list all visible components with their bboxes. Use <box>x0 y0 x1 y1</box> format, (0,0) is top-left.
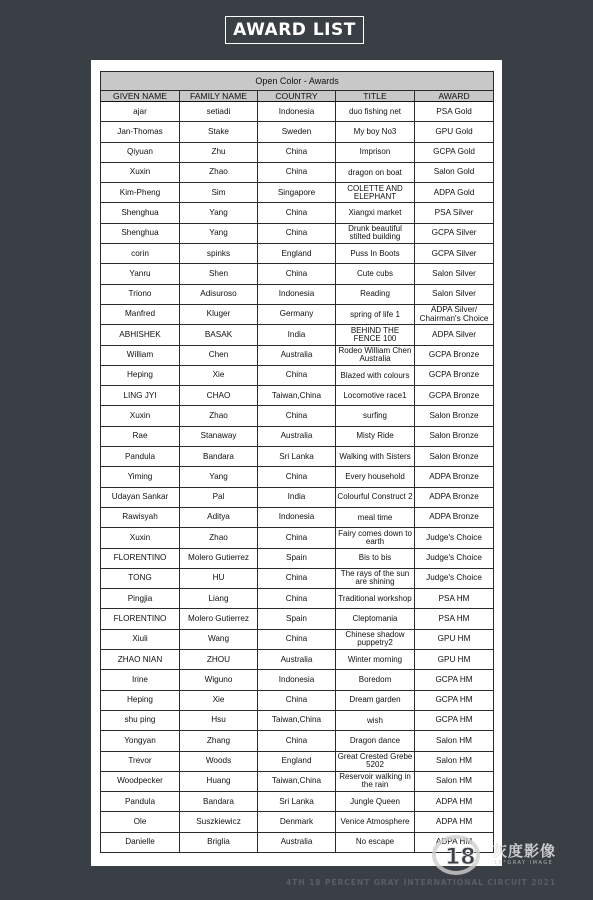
table-row <box>101 771 494 791</box>
cell-given-name: Xuxin <box>101 528 180 548</box>
cell-country: Australia <box>258 345 336 365</box>
column-header-title: TITLE <box>336 91 415 102</box>
cell-award: Salon Silver <box>415 264 494 284</box>
cell-award: ADPA Silver/ Chairman's Choice <box>415 304 494 324</box>
cell-country: China <box>258 203 336 223</box>
cell-given-name: ZHAO NIAN <box>101 650 180 670</box>
cell-award: Judge's Choice <box>415 548 494 568</box>
cell-country: China <box>258 528 336 548</box>
cell-family-name: Xie <box>180 365 258 385</box>
cell-given-name: Rawisyah <box>101 507 180 527</box>
cell-title: COLETTE AND ELEPHANT <box>336 183 415 203</box>
cell-family-name: Woods <box>180 751 258 771</box>
cell-country: Sweden <box>258 122 336 142</box>
cell-award: Salon Silver <box>415 284 494 304</box>
table-row <box>101 284 494 304</box>
cell-given-name: Rae <box>101 426 180 446</box>
cell-award: PSA Silver <box>415 203 494 223</box>
cell-given-name: Shenghua <box>101 223 180 243</box>
cell-title: meal time <box>336 507 415 527</box>
cell-title: Xiangxi market <box>336 203 415 223</box>
cell-title: Fairy comes down to earth <box>336 528 415 548</box>
cell-title: Chinese shadow puppetry2 <box>336 629 415 649</box>
cell-family-name: Kluger <box>180 304 258 324</box>
cell-family-name: ZHOU <box>180 650 258 670</box>
cell-title: Reading <box>336 284 415 304</box>
table-row <box>101 203 494 223</box>
table-row <box>101 487 494 507</box>
cell-award: Salon HM <box>415 771 494 791</box>
cell-award: GCPA Silver <box>415 244 494 264</box>
cell-family-name: Yang <box>180 223 258 243</box>
cell-title: Dream garden <box>336 690 415 710</box>
cell-country: Indonesia <box>258 670 336 690</box>
cell-country: China <box>258 365 336 385</box>
cell-given-name: Heping <box>101 365 180 385</box>
cell-award: GCPA Bronze <box>415 345 494 365</box>
cell-given-name: Xuxin <box>101 162 180 182</box>
cell-family-name: CHAO <box>180 386 258 406</box>
cell-given-name: Trevor <box>101 751 180 771</box>
cell-given-name: Irine <box>101 670 180 690</box>
cell-given-name: Xuxin <box>101 406 180 426</box>
cell-title: Cute cubs <box>336 264 415 284</box>
cell-title: Jungle Queen <box>336 792 415 812</box>
cell-title: Walking with Sisters <box>336 447 415 467</box>
table-row <box>101 426 494 446</box>
column-header-given-name: GIVEN NAME <box>101 91 180 102</box>
cell-award: ADPA HM <box>415 812 494 832</box>
cell-award: GPU HM <box>415 629 494 649</box>
cell-country: China <box>258 467 336 487</box>
cell-given-name: Woodpecker <box>101 771 180 791</box>
cell-family-name: Zhu <box>180 142 258 162</box>
table-row <box>101 183 494 203</box>
cell-given-name: shu ping <box>101 710 180 730</box>
cell-title: Imprison <box>336 142 415 162</box>
cell-country: China <box>258 223 336 243</box>
cell-given-name: Qiyuan <box>101 142 180 162</box>
table-row <box>101 304 494 324</box>
table-row <box>101 670 494 690</box>
cell-given-name: Kim-Pheng <box>101 183 180 203</box>
table-row <box>101 102 494 122</box>
cell-family-name: BASAK <box>180 325 258 345</box>
cell-country: Taiwan,China <box>258 771 336 791</box>
cell-title: Every household <box>336 467 415 487</box>
table-row <box>101 447 494 467</box>
cell-award: GPU Gold <box>415 122 494 142</box>
table-row <box>101 589 494 609</box>
cell-award: Salon Bronze <box>415 406 494 426</box>
cell-award: Salon HM <box>415 731 494 751</box>
cell-award: GCPA HM <box>415 710 494 730</box>
cell-family-name: Zhang <box>180 731 258 751</box>
cell-award: ADPA HM <box>415 792 494 812</box>
column-header-award: AWARD <box>415 91 494 102</box>
cell-title: Venice Atmosphere <box>336 812 415 832</box>
cell-country: England <box>258 751 336 771</box>
cell-family-name: Wang <box>180 629 258 649</box>
cell-country: China <box>258 731 336 751</box>
table-row <box>101 162 494 182</box>
cell-country: Spain <box>258 609 336 629</box>
table-row <box>101 792 494 812</box>
cell-title: Locomotive race1 <box>336 386 415 406</box>
cell-country: Taiwan,China <box>258 710 336 730</box>
cell-country: Germany <box>258 304 336 324</box>
table-row <box>101 629 494 649</box>
cell-family-name: Liang <box>180 589 258 609</box>
cell-family-name: HU <box>180 568 258 588</box>
cell-country: China <box>258 264 336 284</box>
cell-given-name: Yanru <box>101 264 180 284</box>
cell-country: Indonesia <box>258 507 336 527</box>
cell-award: GCPA Silver <box>415 223 494 243</box>
table-row <box>101 386 494 406</box>
cell-family-name: Huang <box>180 771 258 791</box>
cell-country: China <box>258 162 336 182</box>
cell-award: Salon Bronze <box>415 426 494 446</box>
cell-country: India <box>258 487 336 507</box>
cell-family-name: Aditya <box>180 507 258 527</box>
cell-given-name: Jan-Thomas <box>101 122 180 142</box>
cell-award: ADPA Silver <box>415 325 494 345</box>
cell-country: Indonesia <box>258 102 336 122</box>
cell-given-name: Danielle <box>101 832 180 852</box>
table-row <box>101 122 494 142</box>
cell-country: China <box>258 142 336 162</box>
cell-award: GCPA Bronze <box>415 365 494 385</box>
cell-given-name: FLORENTINO <box>101 609 180 629</box>
cell-award: ADPA Bronze <box>415 487 494 507</box>
cell-award: ADPA Bronze <box>415 507 494 527</box>
cell-family-name: Yang <box>180 203 258 223</box>
award-sheet <box>91 60 502 866</box>
cell-title: Misty Ride <box>336 426 415 446</box>
table-row <box>101 325 494 345</box>
circuit-footer: 4TH 18 PERCENT GRAY INTERNATIONAL CIRCUIT 2021 <box>286 878 556 887</box>
cell-award: GCPA HM <box>415 690 494 710</box>
table-row <box>101 650 494 670</box>
cell-award: GCPA HM <box>415 670 494 690</box>
cell-family-name: spinks <box>180 244 258 264</box>
cell-title: Blazed with colours <box>336 365 415 385</box>
table-row <box>101 548 494 568</box>
cell-family-name: Hsu <box>180 710 258 730</box>
cell-family-name: Chen <box>180 345 258 365</box>
cell-title: Rodeo William Chen Australia <box>336 345 415 365</box>
cell-given-name: Xiuli <box>101 629 180 649</box>
cell-award: GCPA Bronze <box>415 386 494 406</box>
table-row <box>101 264 494 284</box>
cell-country: Spain <box>258 548 336 568</box>
cell-title: Winter morning <box>336 650 415 670</box>
table-row <box>101 710 494 730</box>
cell-title: spring of life 1 <box>336 304 415 324</box>
cell-family-name: Bandara <box>180 792 258 812</box>
cell-title: Boredom <box>336 670 415 690</box>
cell-country: China <box>258 589 336 609</box>
cell-family-name: Zhao <box>180 162 258 182</box>
column-header-country: COUNTRY <box>258 91 336 102</box>
cell-family-name: Molero Gutierrez <box>180 548 258 568</box>
cell-country: Indonesia <box>258 284 336 304</box>
table-caption: Open Color - Awards <box>101 72 494 91</box>
cell-family-name: Pal <box>180 487 258 507</box>
table-caption-row <box>101 72 494 91</box>
cell-country: China <box>258 568 336 588</box>
cell-family-name: setiadi <box>180 102 258 122</box>
table-row <box>101 690 494 710</box>
cell-award: ADPA Bronze <box>415 467 494 487</box>
cell-country: Australia <box>258 832 336 852</box>
cell-family-name: Bandara <box>180 447 258 467</box>
table-row <box>101 467 494 487</box>
table-row <box>101 751 494 771</box>
cell-title: Colourful Construct 2 <box>336 487 415 507</box>
cell-given-name: Udayan Sankar <box>101 487 180 507</box>
cell-country: Sri Lanka <box>258 447 336 467</box>
cell-given-name: Ole <box>101 812 180 832</box>
table-row <box>101 223 494 243</box>
cell-country: China <box>258 629 336 649</box>
cell-family-name: Zhao <box>180 528 258 548</box>
table-row <box>101 142 494 162</box>
cell-country: India <box>258 325 336 345</box>
cell-award: PSA HM <box>415 609 494 629</box>
award-table <box>100 71 494 853</box>
logo-cn-text: 灰度影像 <box>492 842 557 860</box>
cell-award: ADPA Gold <box>415 183 494 203</box>
column-header-family-name: FAMILY NAME <box>180 91 258 102</box>
cell-family-name: Yang <box>180 467 258 487</box>
cell-given-name: corin <box>101 244 180 264</box>
table-row <box>101 365 494 385</box>
cell-award: Salon Bronze <box>415 447 494 467</box>
cell-family-name: Briglia <box>180 832 258 852</box>
cell-title: Great Crested Grebe 5202 <box>336 751 415 771</box>
cell-family-name: Stanaway <box>180 426 258 446</box>
cell-given-name: Yongyan <box>101 731 180 751</box>
cell-country: China <box>258 406 336 426</box>
cell-family-name: Molero Gutierrez <box>180 609 258 629</box>
cell-title: Puss In Boots <box>336 244 415 264</box>
cell-given-name: TONG <box>101 568 180 588</box>
cell-title: Traditional workshop <box>336 589 415 609</box>
cell-country: Singapore <box>258 183 336 203</box>
cell-given-name: Pandula <box>101 792 180 812</box>
cell-country: Sri Lanka <box>258 792 336 812</box>
cell-title: dragon on boat <box>336 162 415 182</box>
cell-family-name: Stake <box>180 122 258 142</box>
cell-award: GPU HM <box>415 650 494 670</box>
cell-given-name: LING JYI <box>101 386 180 406</box>
page-title: AWARD LIST <box>225 16 364 44</box>
cell-title: The rays of the sun are shining <box>336 568 415 588</box>
cell-title: duo fishing net <box>336 102 415 122</box>
cell-given-name: ajar <box>101 102 180 122</box>
cell-family-name: Adisuroso <box>180 284 258 304</box>
cell-given-name: FLORENTINO <box>101 548 180 568</box>
award-table-body <box>101 102 494 853</box>
cell-title: wish <box>336 710 415 730</box>
table-row <box>101 244 494 264</box>
cell-given-name: Pandula <box>101 447 180 467</box>
cell-title: surfing <box>336 406 415 426</box>
cell-given-name: Triono <box>101 284 180 304</box>
cell-award: ADPA HM <box>415 832 494 852</box>
cell-award: Judge's Choice <box>415 528 494 548</box>
cell-title: Cleptomania <box>336 609 415 629</box>
cell-given-name: Heping <box>101 690 180 710</box>
table-row <box>101 812 494 832</box>
table-row <box>101 609 494 629</box>
cell-title: No escape <box>336 832 415 852</box>
cell-given-name: William <box>101 345 180 365</box>
cell-country: Taiwan,China <box>258 386 336 406</box>
cell-given-name: Yiming <box>101 467 180 487</box>
cell-title: My boy No3 <box>336 122 415 142</box>
cell-country: Australia <box>258 426 336 446</box>
cell-award: PSA Gold <box>415 102 494 122</box>
table-row <box>101 731 494 751</box>
cell-family-name: Sim <box>180 183 258 203</box>
cell-country: Australia <box>258 650 336 670</box>
table-row <box>101 345 494 365</box>
table-header-row <box>101 91 494 102</box>
cell-given-name: Shenghua <box>101 203 180 223</box>
table-row <box>101 568 494 588</box>
cell-country: Denmark <box>258 812 336 832</box>
cell-award: Salon HM <box>415 751 494 771</box>
cell-title: Bis to bis <box>336 548 415 568</box>
cell-family-name: Shen <box>180 264 258 284</box>
logo-number: 18 <box>445 845 476 870</box>
cell-country: China <box>258 690 336 710</box>
cell-given-name: Pingjia <box>101 589 180 609</box>
cell-country: England <box>258 244 336 264</box>
cell-award: Judge's Choice <box>415 568 494 588</box>
table-row <box>101 528 494 548</box>
cell-award: PSA HM <box>415 589 494 609</box>
cell-award: Salon Gold <box>415 162 494 182</box>
cell-title: Drunk beautiful stilted building <box>336 223 415 243</box>
cell-family-name: Xie <box>180 690 258 710</box>
cell-title: Reservoir walking in the rain <box>336 771 415 791</box>
cell-title: BEHIND THE FENCE 100 <box>336 325 415 345</box>
cell-family-name: Zhao <box>180 406 258 426</box>
cell-family-name: Suszkiewicz <box>180 812 258 832</box>
table-row <box>101 406 494 426</box>
cell-given-name: Manfred <box>101 304 180 324</box>
cell-family-name: Wiguno <box>180 670 258 690</box>
cell-award: GCPA Gold <box>415 142 494 162</box>
cell-given-name: ABHISHEK <box>101 325 180 345</box>
table-row <box>101 507 494 527</box>
cell-title: Dragon dance <box>336 731 415 751</box>
logo-sub-text: 18°GRAY IMAGE <box>494 860 554 866</box>
